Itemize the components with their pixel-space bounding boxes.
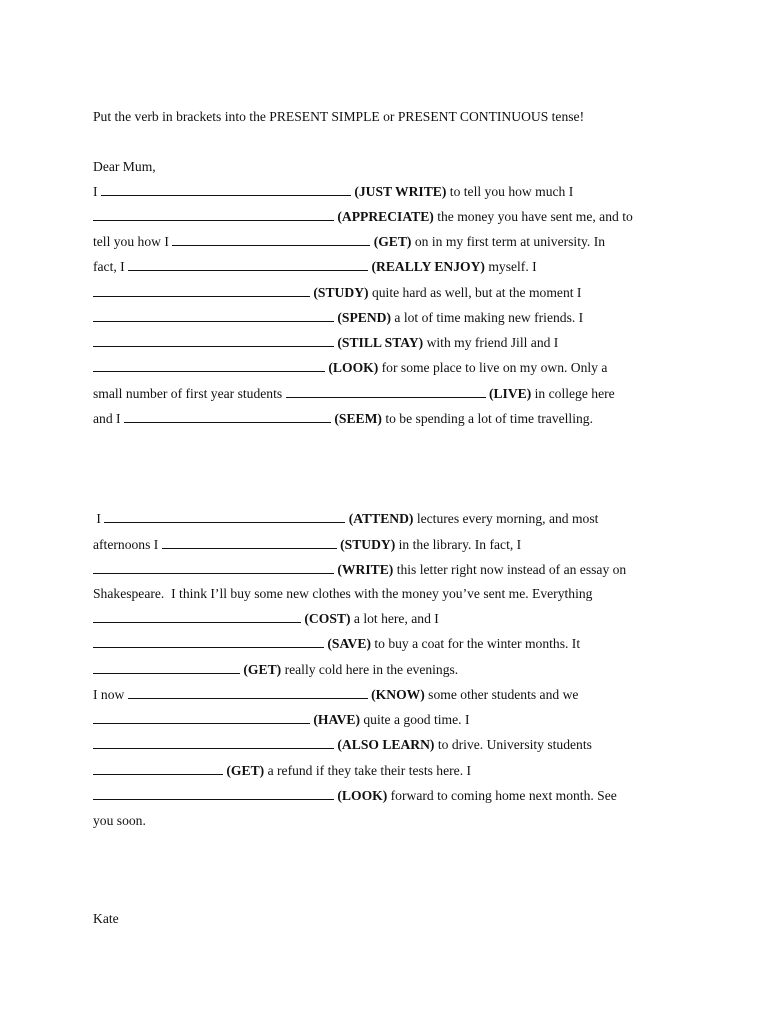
exercise-line: (ALSO LEARN) to drive. University students: [93, 737, 592, 753]
exercise-line: Shakespeare. I think I’ll buy some new clothes with the money you’ve sent me. Everything: [93, 586, 593, 601]
verb-prompt: (ALSO LEARN): [337, 737, 435, 752]
answer-blank[interactable]: [104, 511, 345, 523]
verb-prompt: (GET): [373, 234, 412, 249]
exercise-line: I (ATTEND) lectures every morning, and most: [93, 511, 599, 526]
answer-blank[interactable]: [172, 234, 370, 246]
exercise-line: (SPEND) a lot of time making new friends. I: [93, 310, 583, 326]
exercise-line: (HAVE) quite a good time. I: [93, 712, 469, 728]
answer-blank[interactable]: [93, 611, 301, 623]
answer-blank[interactable]: [93, 360, 325, 372]
verb-prompt: (LOOK): [337, 788, 388, 803]
salutation: Dear Mum,: [93, 159, 156, 174]
answer-blank[interactable]: [93, 788, 334, 800]
answer-blank[interactable]: [93, 712, 310, 724]
verb-prompt: (HAVE): [313, 712, 360, 727]
exercise-line: small number of first year students (LIVE) in college here: [93, 386, 615, 401]
answer-blank[interactable]: [101, 184, 351, 196]
verb-prompt: (GET): [226, 763, 265, 778]
exercise-line: afternoons I (STUDY) in the library. In fact, I: [93, 537, 522, 552]
answer-blank[interactable]: [93, 737, 334, 749]
answer-blank[interactable]: [162, 537, 337, 549]
signature: Kate: [93, 911, 119, 926]
exercise-line: (APPRECIATE) the money you have sent me, and to: [93, 209, 633, 225]
answer-blank[interactable]: [286, 386, 486, 398]
answer-blank[interactable]: [128, 687, 368, 699]
exercise-line: (STUDY) quite hard as well, but at the moment I: [93, 285, 581, 301]
verb-prompt: (REALLY ENJOY): [371, 259, 485, 274]
verb-prompt: (STILL STAY): [337, 335, 424, 350]
exercise-line: (STILL STAY) with my friend Jill and I: [93, 335, 558, 351]
exercise-line: I now (KNOW) some other students and we: [93, 687, 579, 702]
verb-prompt: (LIVE): [488, 386, 532, 401]
verb-prompt: (KNOW): [371, 687, 425, 702]
instruction: Put the verb in brackets into the PRESENT SIMPLE or PRESENT CONTINUOUS tense!: [93, 109, 585, 124]
exercise-line: you soon.: [93, 813, 146, 828]
answer-blank[interactable]: [93, 209, 334, 221]
answer-blank[interactable]: [93, 335, 334, 347]
verb-prompt: (SEEM): [334, 411, 382, 426]
verb-prompt: (LOOK): [328, 360, 379, 375]
exercise-line: (GET) a refund if they take their tests here. I: [93, 763, 471, 779]
verb-prompt: (STUDY): [313, 285, 369, 300]
verb-prompt: (SAVE): [327, 636, 371, 651]
verb-prompt: (STUDY): [340, 537, 396, 552]
answer-blank[interactable]: [93, 310, 334, 322]
exercise-line: (LOOK) forward to coming home next month. See: [93, 788, 617, 804]
verb-prompt: (JUST WRITE): [354, 184, 447, 199]
answer-blank[interactable]: [124, 411, 331, 423]
verb-prompt: (GET): [243, 662, 282, 677]
exercise-line: fact, I (REALLY ENJOY) myself. I: [93, 259, 537, 274]
answer-blank[interactable]: [93, 763, 223, 775]
exercise-line: (WRITE) this letter right now instead of an essay on: [93, 562, 626, 578]
answer-blank[interactable]: [93, 285, 310, 297]
exercise-line: tell you how I (GET) on in my first term at university. In: [93, 234, 606, 249]
answer-blank[interactable]: [93, 562, 334, 574]
verb-prompt: (ATTEND): [348, 511, 414, 526]
exercise-line: (SAVE) to buy a coat for the winter months. It: [93, 636, 580, 652]
exercise-line: and I (SEEM) to be spending a lot of time travelling.: [93, 411, 593, 426]
exercise-line: (GET) really cold here in the evenings.: [93, 662, 458, 678]
verb-prompt: (WRITE): [337, 562, 394, 577]
exercise-line: (LOOK) for some place to live on my own. Only a: [93, 360, 607, 376]
verb-prompt: (APPRECIATE): [337, 209, 434, 224]
answer-blank[interactable]: [128, 259, 368, 271]
exercise-line: (COST) a lot here, and I: [93, 611, 439, 627]
answer-blank[interactable]: [93, 662, 240, 674]
answer-blank[interactable]: [93, 636, 324, 648]
verb-prompt: (SPEND): [337, 310, 392, 325]
verb-prompt: (COST): [304, 611, 351, 626]
exercise-line: I (JUST WRITE) to tell you how much I: [93, 184, 574, 199]
